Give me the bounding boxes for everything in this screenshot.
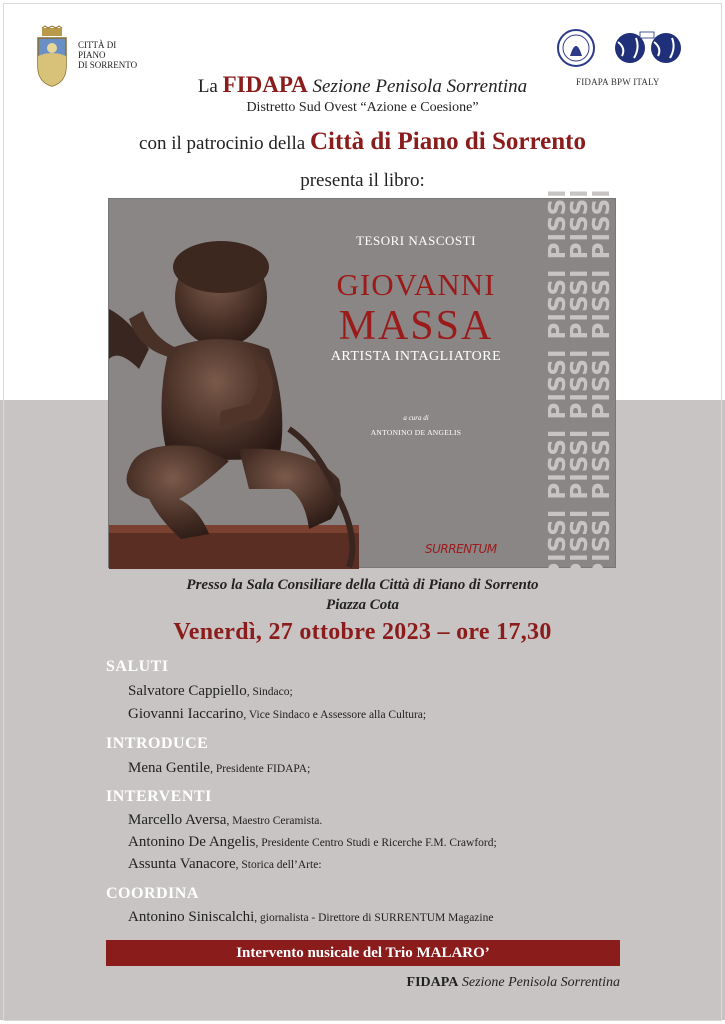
district-line: Distretto Sud Ovest “Azione e Coesione” <box>246 100 479 115</box>
program-item: Assunta Vanacore, Storica dell’Arte: <box>128 856 322 872</box>
section-heading-coordina: COORDINA <box>106 885 199 902</box>
cover-side-text-col-2: PISSI PISSI PISSI PISSI PISSI <box>567 188 593 580</box>
cover-series: TESORI NASCOSTI <box>356 233 476 248</box>
venue-line: Presso la Sala Consiliare della Città di Piano di Sorrento <box>186 577 539 593</box>
music-banner: Intervento nusicale del Trio MALARO’ <box>106 940 620 966</box>
cover-curator: ANTONINO DE ANGELIS <box>370 428 462 437</box>
venue-square: Piazza Cota <box>326 597 399 613</box>
cover-title-last: MASSA <box>338 303 494 349</box>
putto-sculpture-image <box>109 188 617 580</box>
program-item: Antonino Siniscalchi, giornalista - Direttore di SURRENTUM Magazine <box>128 909 494 925</box>
section-heading-interventi: INTERVENTI <box>106 788 212 805</box>
patronage-line: con il patrocinio della Città di Piano di Sorrento <box>139 128 586 155</box>
program-item: Salvatore Cappiello, Sindaco; <box>128 683 293 699</box>
fidapa-name: FIDAPA <box>222 72 308 97</box>
cover-curated-label: a cura di <box>403 414 429 422</box>
fidapa-label: FIDAPA BPW ITALY <box>576 77 660 87</box>
section-heading-saluti: SALUTI <box>106 658 169 675</box>
city-label: CITTÀ DI PIANO DI SORRENTO <box>78 40 138 70</box>
cover-title-first: GIOVANNI <box>336 267 496 302</box>
program-item: Antonino De Angelis, Presidente Centro Studi e Ricerche F.M. Crawford; <box>128 834 497 850</box>
cover-side-text-col-3: PISSI PISSI PISSI PISSI PISSI <box>589 188 615 580</box>
program-item: Marcello Aversa, Maestro Ceramista. <box>128 812 323 828</box>
cover-side-text-col-1: PISSI PISSI PISSI PISSI PISSI <box>545 188 571 580</box>
city-name: Città di Piano di Sorrento <box>310 128 586 155</box>
cover-subtitle: ARTISTA INTAGLIATORE <box>330 349 502 364</box>
event-date: Venerdì, 27 ottobre 2023 – ore 17,30 <box>173 619 552 645</box>
presents-line: presenta il libro: <box>300 170 425 191</box>
organizer-line: La FIDAPA Sezione Penisola Sorrentina <box>197 72 528 97</box>
program-item: Mena Gentile, Presidente FIDAPA; <box>128 760 311 776</box>
fidapa-bpw-logo-icon <box>556 28 690 72</box>
footer-signature: FIDAPA Sezione Penisola Sorrentina <box>406 975 620 990</box>
section-heading-introduce: INTRODUCE <box>106 735 209 752</box>
book-cover <box>108 188 616 580</box>
cover-publisher-logo: SURRENTUM <box>425 542 497 556</box>
program-item: Giovanni Iaccarino, Vice Sindaco e Assessore alla Cultura; <box>128 706 427 722</box>
